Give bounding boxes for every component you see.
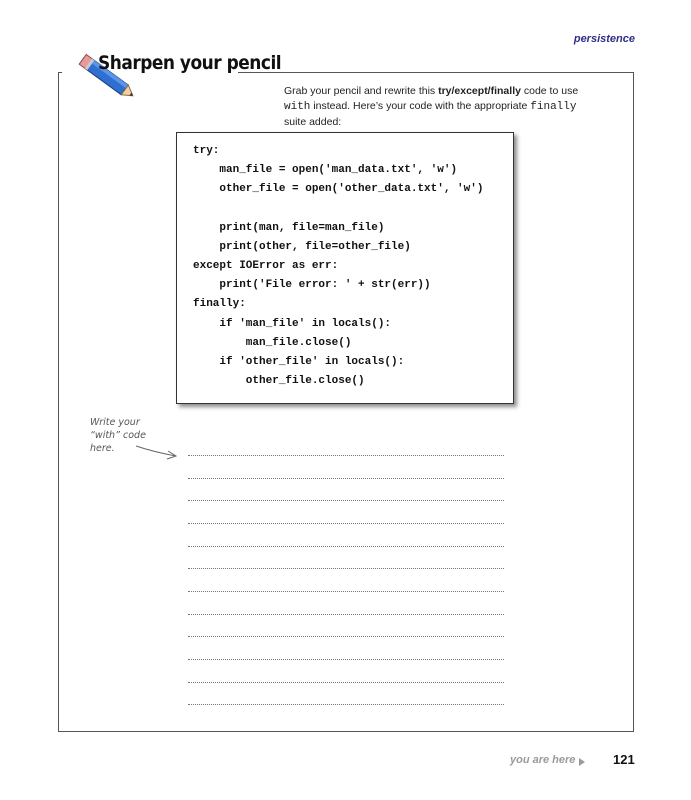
code-line: if 'man_file' in locals(): <box>193 318 392 330</box>
answer-line[interactable] <box>188 614 504 615</box>
code-line: other_file.close() <box>193 375 365 387</box>
code-box <box>176 132 514 404</box>
answer-line[interactable] <box>188 704 504 705</box>
footer-label: you are here <box>510 754 576 766</box>
margin-note-line: here. <box>90 443 115 454</box>
instructions-text: suite added: <box>284 116 342 128</box>
section-tag: persistence <box>573 33 635 45</box>
code-line: man_file.close() <box>193 337 352 349</box>
code-line: try: <box>193 145 220 157</box>
code-line: other_file = open('other_data.txt', 'w') <box>193 183 484 195</box>
code-line: man_file = open('man_data.txt', 'w') <box>193 164 458 176</box>
code-line: if 'other_file' in locals(): <box>193 356 405 368</box>
hand-drawn-arrow-icon <box>132 440 182 464</box>
margin-note-line: “with” code <box>90 430 146 441</box>
triangle-right-icon <box>579 758 585 766</box>
answer-line[interactable] <box>188 523 504 524</box>
code-line: except IOError as err: <box>193 260 339 272</box>
page-number: 121 <box>613 752 635 767</box>
instructions-text: instead. Here’s your code with the appropriate <box>310 100 531 112</box>
instructions-code-word: finally <box>530 101 577 113</box>
answer-line[interactable] <box>188 546 504 547</box>
instructions-code-word: with <box>284 101 311 113</box>
answer-line[interactable] <box>188 591 504 592</box>
instructions-text: code to use <box>520 85 579 97</box>
answer-line[interactable] <box>188 455 504 456</box>
instructions-bold: try/except/finally <box>438 85 521 97</box>
answer-line[interactable] <box>188 478 504 479</box>
code-line: print(man, file=man_file) <box>193 222 385 234</box>
instructions-text: Grab your pencil and rewrite this <box>284 85 439 97</box>
answer-line[interactable] <box>188 682 504 683</box>
answer-line[interactable] <box>188 568 504 569</box>
code-line: print('File error: ' + str(err)) <box>193 279 431 291</box>
page-title: Sharpen your pencil <box>98 52 282 75</box>
code-line: finally: <box>193 298 246 310</box>
answer-line[interactable] <box>188 636 504 637</box>
margin-note-line: Write your <box>90 417 140 428</box>
answer-line[interactable] <box>188 659 504 660</box>
code-line: print(other, file=other_file) <box>193 241 411 253</box>
answer-line[interactable] <box>188 500 504 501</box>
instructions <box>284 84 594 130</box>
